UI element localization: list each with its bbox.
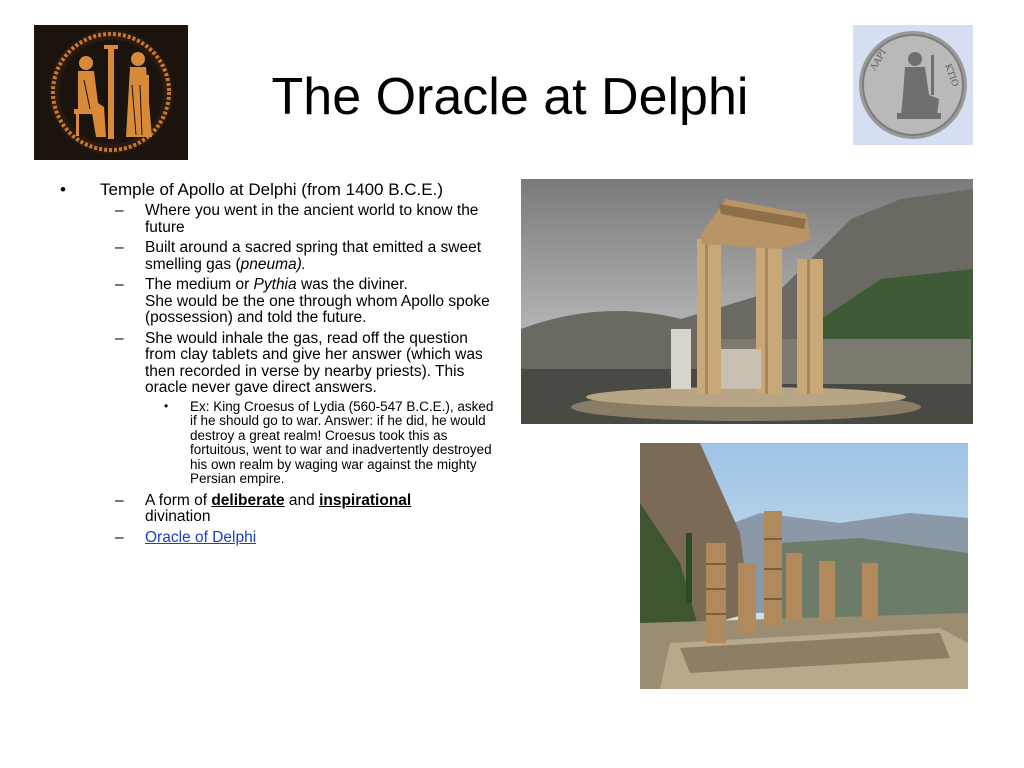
oracle-of-delphi-link[interactable]: Oracle of Delphi — [145, 528, 257, 546]
list-item-text: She would be the one through whom Apollo spoke (possession) and told the future. — [145, 292, 490, 326]
list-item-keyword: inspirational — [319, 491, 412, 509]
list-item — [60, 203, 500, 236]
list-item — [60, 180, 500, 199]
list-item-text: She would inhale the gas, read off the question from clay tablets and give her answer (which was then recorded in verse by nearby priests). This oracle never gave direct answers. — [145, 329, 483, 396]
list-item-text: was the diviner. — [296, 276, 408, 293]
bullet-icon: • — [164, 398, 169, 413]
list-item-text: Ex: King Croesus of Lydia (560-547 B.C.E.), asked if he should go to war. Answer: if he did, he would destroy a great realm! Croesus took this as fortuitous, went to war and inadvertently destroyed his own realm by waging war against the mighty Persian empire. — [190, 398, 494, 486]
bullet-icon: • — [60, 180, 66, 199]
list-item — [60, 331, 500, 397]
svg-text:ΛΑΡΙ: ΛΑΡΙ — [868, 47, 889, 73]
list-item-text: Built around a sacred spring that emitted a sweet smelling gas ( — [145, 239, 482, 273]
temple-ruins-photo-icon — [521, 179, 973, 424]
list-item — [60, 530, 500, 547]
list-item-text: The medium or — [145, 276, 254, 293]
list-item — [60, 493, 500, 526]
silver-coin-icon — [853, 25, 973, 145]
list-item — [60, 240, 500, 273]
list-item — [60, 400, 500, 487]
list-item-text: Temple of Apollo at Delphi (from 1400 B.C.E.) — [100, 180, 443, 199]
dash-icon: – — [115, 239, 124, 256]
dash-icon: – — [115, 276, 124, 293]
list-item-text: Where you went in the ancient world to know the future — [145, 202, 479, 236]
list-item-emphasis: pneuma). — [240, 255, 307, 273]
dash-icon: – — [115, 491, 124, 509]
dash-icon: – — [115, 528, 124, 546]
dash-icon: – — [115, 202, 124, 219]
list-item-keyword: deliberate — [211, 491, 285, 509]
bullet-list — [60, 180, 500, 546]
temple-columns-photo-icon — [640, 443, 968, 689]
svg-text:ΚΤΙΟ: ΚΤΙΟ — [942, 62, 960, 89]
list-item-text: and — [284, 491, 320, 509]
list-item-emphasis: Pythia — [253, 276, 297, 293]
greek-vase-painting-icon — [34, 25, 188, 160]
list-item-text: divination — [145, 508, 211, 525]
dash-icon: – — [115, 329, 124, 347]
list-item — [60, 277, 500, 327]
slide-title: The Oracle at Delphi — [271, 68, 749, 126]
list-item-text: A form of — [145, 491, 212, 509]
